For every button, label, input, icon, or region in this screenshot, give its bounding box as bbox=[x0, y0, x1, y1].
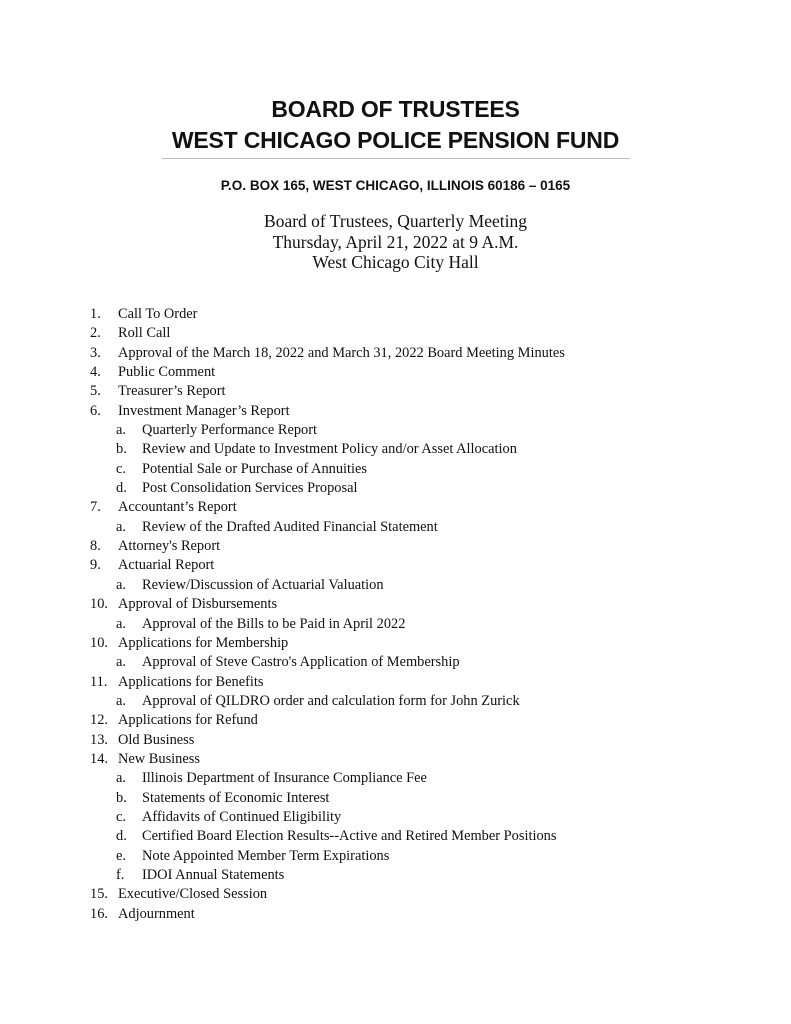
meeting-info bbox=[0, 211, 791, 273]
agenda-item-text: Call To Order bbox=[118, 306, 198, 322]
agenda-item-text: Investment Manager’s Report bbox=[118, 402, 290, 419]
agenda-subitem bbox=[90, 866, 750, 885]
agenda-subitem bbox=[90, 518, 750, 537]
agenda-item-number: 10. bbox=[90, 634, 108, 651]
agenda-item-number: 6. bbox=[90, 402, 101, 419]
agenda-item-number: 11. bbox=[90, 673, 108, 690]
agenda-item-number: 3. bbox=[90, 344, 101, 361]
agenda-item-number: c. bbox=[116, 808, 126, 825]
agenda-item-text: Potential Sale or Purchase of Annuities bbox=[142, 460, 368, 477]
agenda-item bbox=[90, 711, 750, 730]
agenda-subitem bbox=[90, 808, 750, 827]
agenda-subitem bbox=[90, 653, 750, 672]
agenda-item-text: Public Comment bbox=[118, 364, 216, 381]
meeting-location: West Chicago City Hall bbox=[312, 252, 479, 272]
agenda-subitem bbox=[90, 440, 750, 459]
agenda-item bbox=[90, 537, 750, 556]
agenda-item-number: 14. bbox=[90, 750, 108, 767]
fund-title: WEST CHICAGO POLICE PENSION FUND bbox=[171, 127, 620, 153]
agenda-item-text: Note Appointed Member Term Expirations bbox=[142, 847, 390, 864]
agenda-item-number: 12. bbox=[90, 712, 108, 729]
agenda-subitem bbox=[90, 576, 750, 595]
agenda-item-text: Approval of the Bills to be Paid in April 2022 bbox=[142, 615, 406, 632]
agenda-item-text: Review of the Drafted Audited Financial Statement bbox=[142, 518, 438, 535]
agenda-item-number: a. bbox=[116, 576, 126, 593]
agenda-item-number: a. bbox=[116, 518, 126, 535]
agenda-subitem bbox=[90, 615, 750, 634]
agenda-item bbox=[90, 363, 750, 382]
agenda-item-number: 13. bbox=[90, 731, 108, 748]
agenda-item-text: Executive/Closed Session bbox=[118, 886, 268, 903]
agenda-subitem bbox=[90, 789, 750, 808]
agenda-item bbox=[90, 324, 750, 343]
agenda-item-number: 1. bbox=[90, 306, 101, 322]
agenda-item-text: Illinois Department of Insurance Compliance Fee bbox=[142, 770, 427, 787]
agenda-item-text: Applications for Benefits bbox=[118, 673, 264, 690]
agenda-item-number: a. bbox=[116, 770, 126, 787]
agenda-item-text: Quarterly Performance Report bbox=[142, 422, 318, 439]
header-divider bbox=[162, 158, 630, 159]
agenda-item-number: 8. bbox=[90, 538, 101, 555]
agenda-subitem bbox=[90, 692, 750, 711]
agenda-item-number: 5. bbox=[90, 383, 101, 400]
agenda-item-number: 7. bbox=[90, 499, 101, 516]
agenda-item-number: c. bbox=[116, 460, 126, 477]
agenda-item-text: Approval of QILDRO order and calculation form for John Zurick bbox=[142, 692, 520, 709]
agenda-item-number: a. bbox=[116, 654, 126, 671]
agenda-item bbox=[90, 673, 750, 692]
agenda-item-number: d. bbox=[116, 828, 127, 845]
agenda-item-text: Treasurer’s Report bbox=[118, 383, 226, 400]
agenda-item bbox=[90, 498, 750, 517]
agenda-item-number: 4. bbox=[90, 364, 101, 381]
document-header bbox=[0, 94, 791, 156]
meeting-datetime: Thursday, April 21, 2022 at 9 A.M. bbox=[272, 231, 519, 252]
agenda-item-text: Approval of Steve Castro's Application of Membership bbox=[142, 654, 460, 671]
agenda-item-text: Review/Discussion of Actuarial Valuation bbox=[142, 576, 384, 593]
agenda-item-text: Accountant’s Report bbox=[118, 499, 237, 516]
agenda-item bbox=[90, 402, 750, 421]
agenda-item-text: Attorney's Report bbox=[118, 538, 221, 555]
agenda-subitem bbox=[90, 479, 750, 498]
agenda-item-text: Applications for Refund bbox=[118, 712, 258, 729]
agenda-item-number: b. bbox=[116, 441, 127, 458]
agenda-item-number: a. bbox=[116, 692, 126, 709]
address-line: P.O. BOX 165, WEST CHICAGO, ILLINOIS 60186 – 0165 bbox=[220, 178, 571, 193]
agenda-item-text: Approval of the March 18, 2022 and March 31, 2022 Board Meeting Minutes bbox=[118, 344, 565, 361]
agenda-item bbox=[90, 731, 750, 750]
agenda-item-text: Review and Update to Investment Policy and/or Asset Allocation bbox=[142, 441, 517, 458]
agenda-item bbox=[90, 905, 750, 924]
agenda-item-text: Certified Board Election Results--Active and Retired Member Positions bbox=[142, 828, 557, 845]
agenda-item-text: Actuarial Report bbox=[118, 557, 215, 574]
agenda-subitem bbox=[90, 827, 750, 846]
agenda-item-number: 2. bbox=[90, 325, 101, 342]
agenda-subitem bbox=[90, 421, 750, 440]
agenda-item-text: New Business bbox=[118, 750, 200, 767]
agenda-subitem bbox=[90, 847, 750, 866]
agenda-item bbox=[90, 595, 750, 614]
agenda-item-text: Affidavits of Continued Eligibility bbox=[142, 808, 342, 825]
agenda-item-number: 9. bbox=[90, 557, 101, 574]
agenda-item bbox=[90, 305, 750, 324]
agenda-item-text: Applications for Membership bbox=[118, 634, 289, 651]
agenda-item-text: Old Business bbox=[118, 731, 195, 748]
agenda-item-number: d. bbox=[116, 480, 127, 497]
agenda-item-text: Statements of Economic Interest bbox=[142, 789, 330, 806]
agenda-item-number: 16. bbox=[90, 905, 108, 922]
agenda-item-number: 15. bbox=[90, 886, 108, 903]
agenda-item bbox=[90, 344, 750, 363]
agenda-subitem bbox=[90, 769, 750, 788]
agenda-item-number: f. bbox=[116, 866, 125, 883]
meeting-title: Board of Trustees, Quarterly Meeting bbox=[264, 211, 527, 231]
agenda-subitem bbox=[90, 460, 750, 479]
agenda-item bbox=[90, 382, 750, 401]
board-title: BOARD OF TRUSTEES bbox=[271, 96, 520, 122]
agenda-item bbox=[90, 556, 750, 575]
agenda-item-number: a. bbox=[116, 422, 126, 439]
agenda-item-number: 10. bbox=[90, 596, 108, 613]
agenda-item-text: Post Consolidation Services Proposal bbox=[142, 480, 358, 497]
agenda-item-number: b. bbox=[116, 789, 127, 806]
agenda-item-number: a. bbox=[116, 615, 126, 632]
agenda-item-number: e. bbox=[116, 847, 126, 864]
agenda-item-text: Approval of Disbursements bbox=[118, 596, 278, 613]
agenda-item-text: Roll Call bbox=[118, 325, 171, 342]
agenda-item-text: IDOI Annual Statements bbox=[142, 866, 285, 883]
agenda-item bbox=[90, 750, 750, 769]
agenda-item bbox=[90, 885, 750, 904]
agenda-list bbox=[90, 305, 750, 924]
agenda-item bbox=[90, 634, 750, 653]
agenda-item-text: Adjournment bbox=[118, 905, 195, 922]
